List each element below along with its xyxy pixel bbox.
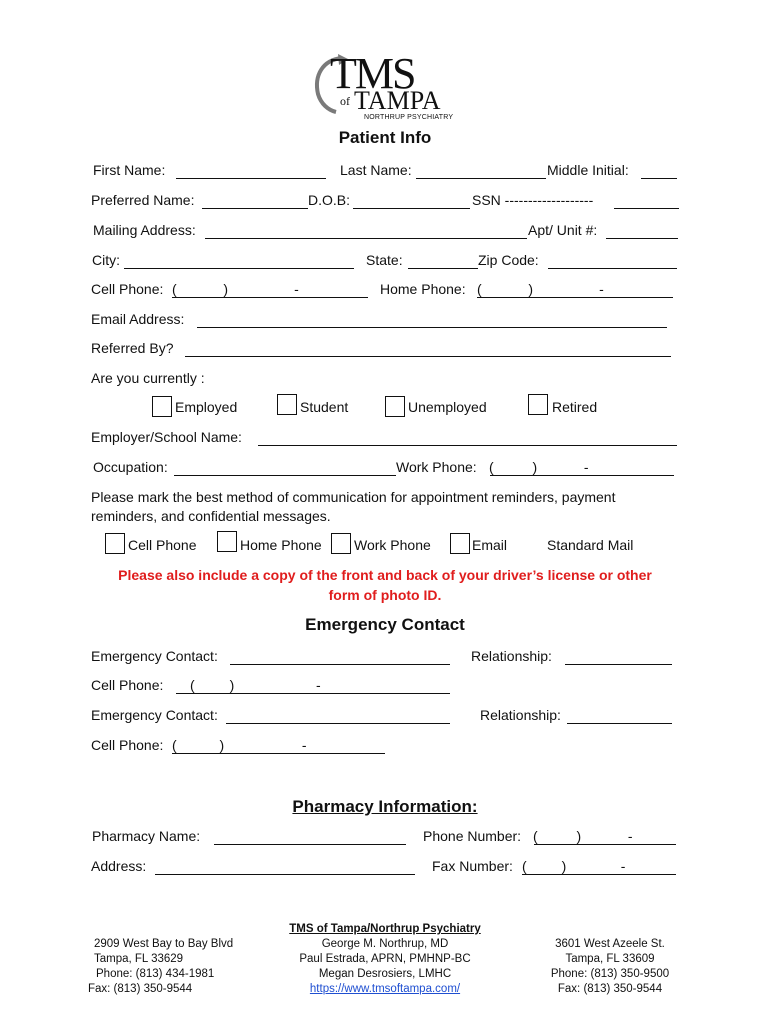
middle-initial-field[interactable]: [641, 178, 677, 179]
city-field[interactable]: [124, 268, 354, 269]
first-name-label: First Name:: [93, 162, 166, 178]
employer-label: Employer/School Name:: [91, 429, 242, 445]
last-name-label: Last Name:: [340, 162, 412, 178]
referred-by-field[interactable]: [185, 356, 671, 357]
pharmacy-fax-label: Fax Number:: [432, 858, 513, 874]
occupation-label: Occupation:: [93, 459, 168, 475]
apt-unit-label: Apt/ Unit #:: [528, 222, 598, 238]
comm-email-label: Email: [472, 537, 508, 553]
employed-checkbox[interactable]: [152, 396, 172, 417]
emergency-cell2-field[interactable]: [172, 753, 385, 754]
comm-home-phone-checkbox[interactable]: [217, 531, 237, 552]
comm-cell-phone-checkbox[interactable]: [105, 533, 125, 554]
dob-field[interactable]: [353, 208, 470, 209]
state-label: State:: [366, 252, 403, 268]
work-phone-paren: ( ) -: [489, 459, 589, 475]
footer-right-city: Tampa, FL 33609: [565, 953, 655, 965]
cell-phone-paren: ( ) -: [172, 281, 299, 297]
ssn-label: SSN -------------------: [472, 192, 594, 208]
referred-by-label: Referred By?: [91, 340, 174, 356]
pharmacy-phone-field[interactable]: [534, 844, 676, 845]
footer-left-address: 2909 West Bay to Bay Blvd: [94, 938, 234, 950]
employed-label: Employed: [175, 399, 238, 415]
pharmacy-name-label: Pharmacy Name:: [92, 828, 201, 844]
footer-left-city: Tampa, FL 33629: [94, 953, 184, 965]
pharmacy-title: Pharmacy Information:: [292, 797, 478, 816]
pharmacy-address-field[interactable]: [155, 874, 415, 875]
apt-unit-field[interactable]: [606, 238, 678, 239]
home-phone-label: Home Phone:: [380, 281, 466, 297]
first-name-field[interactable]: [176, 178, 326, 179]
pharmacy-address-label: Address:: [91, 858, 147, 874]
state-field[interactable]: [408, 268, 478, 269]
comm-email-checkbox[interactable]: [450, 533, 470, 554]
patient-info-title: Patient Info: [338, 128, 432, 147]
footer-center-doctor2: Paul Estrada, APRN, PMHNP-BC: [299, 953, 471, 965]
preferred-name-field[interactable]: [202, 208, 308, 209]
emergency-cell1-field[interactable]: [176, 693, 450, 694]
emergency-contact2-label: Emergency Contact:: [91, 707, 218, 723]
pharmacy-phone-label: Phone Number:: [423, 828, 522, 844]
comm-work-phone-checkbox[interactable]: [331, 533, 351, 554]
footer-website-link[interactable]: https://www.tmsoftampa.com/: [309, 983, 461, 995]
emergency-contact-title: Emergency Contact: [305, 615, 465, 634]
relationship1-field[interactable]: [565, 664, 672, 665]
footer-center: [270, 922, 500, 997]
emergency-cell1-label: Cell Phone:: [91, 677, 164, 693]
cell-phone-field[interactable]: [172, 297, 368, 298]
email-field[interactable]: [197, 327, 667, 328]
comm-cell-phone-label: Cell Phone: [128, 537, 197, 553]
comm-text-line1: Please mark the best method of communication for appointment reminders, payment: [91, 489, 616, 505]
footer-right-phone: Phone: (813) 350-9500: [550, 968, 670, 980]
id-notice-line2: form of photo ID.: [328, 587, 442, 603]
preferred-name-label: Preferred Name:: [91, 192, 195, 208]
relationship2-label: Relationship:: [480, 707, 561, 723]
work-phone-field[interactable]: [490, 475, 674, 476]
emergency-cell1-paren: ( ) -: [190, 677, 321, 693]
footer-center-doctor1: George M. Northrup, MD: [321, 938, 449, 950]
emergency-contact2-field[interactable]: [226, 723, 450, 724]
emergency-contact1-label: Emergency Contact:: [91, 648, 218, 664]
work-phone-label: Work Phone:: [396, 459, 477, 475]
currently-label: Are you currently :: [91, 370, 205, 386]
mailing-address-label: Mailing Address:: [93, 222, 196, 238]
footer-left-phone: Phone: (813) 434-1981: [96, 968, 215, 980]
home-phone-field[interactable]: [477, 297, 673, 298]
footer-center-title: TMS of Tampa/Northrup Psychiatry: [289, 923, 481, 935]
relationship2-field[interactable]: [567, 723, 672, 724]
emergency-contact1-field[interactable]: [230, 664, 450, 665]
retired-checkbox[interactable]: [528, 394, 548, 415]
pharmacy-phone-paren: ( ) -: [533, 828, 633, 844]
logo: [312, 48, 462, 128]
relationship1-label: Relationship:: [471, 648, 552, 664]
footer-right: [540, 937, 680, 997]
comm-standard-mail-label[interactable]: Standard Mail: [547, 537, 634, 553]
emergency-cell2-label: Cell Phone:: [91, 737, 164, 753]
employer-field[interactable]: [258, 445, 677, 446]
retired-label: Retired: [552, 399, 598, 415]
comm-home-phone-label: Home Phone: [240, 537, 322, 553]
footer-left-fax: Fax: (813) 350-9544: [88, 983, 193, 995]
logo-of: of: [340, 94, 350, 108]
emergency-cell2-paren: ( ) -: [172, 737, 307, 753]
id-notice-line1: Please also include a copy of the front and back of your driver’s license or other: [118, 567, 652, 583]
zip-label: Zip Code:: [478, 252, 539, 268]
email-label: Email Address:: [91, 311, 185, 327]
occupation-field[interactable]: [174, 475, 396, 476]
footer-right-fax: Fax: (813) 350-9544: [557, 983, 663, 995]
cell-phone-label: Cell Phone:: [91, 281, 164, 297]
footer-left: [88, 937, 233, 997]
unemployed-label: Unemployed: [408, 399, 487, 415]
footer-right-address: 3601 West Azeele St.: [555, 938, 665, 950]
zip-field[interactable]: [548, 268, 677, 269]
home-phone-paren: ( ) -: [477, 281, 604, 297]
city-label: City:: [92, 252, 120, 268]
logo-sub: NORTHRUP PSYCHIATRY: [364, 114, 454, 121]
pharmacy-fax-paren: ( ) -: [522, 858, 626, 874]
logo-city: TAMPA: [354, 86, 441, 115]
mailing-address-field[interactable]: [205, 238, 527, 239]
pharmacy-fax-field[interactable]: [522, 874, 676, 875]
unemployed-checkbox[interactable]: [385, 396, 405, 417]
logo-main: TMS: [330, 49, 415, 98]
dob-label: D.O.B:: [308, 192, 351, 208]
pharmacy-name-field[interactable]: [214, 844, 406, 845]
comm-work-phone-label: Work Phone: [354, 537, 431, 553]
ssn-field[interactable]: [614, 208, 679, 209]
student-checkbox[interactable]: [277, 394, 297, 415]
footer-center-doctor3: Megan Desrosiers, LMHC: [318, 968, 452, 980]
last-name-field[interactable]: [416, 178, 546, 179]
comm-text-line2: reminders, and confidential messages.: [91, 508, 331, 524]
student-label: Student: [300, 399, 349, 415]
middle-initial-label: Middle Initial:: [547, 162, 629, 178]
